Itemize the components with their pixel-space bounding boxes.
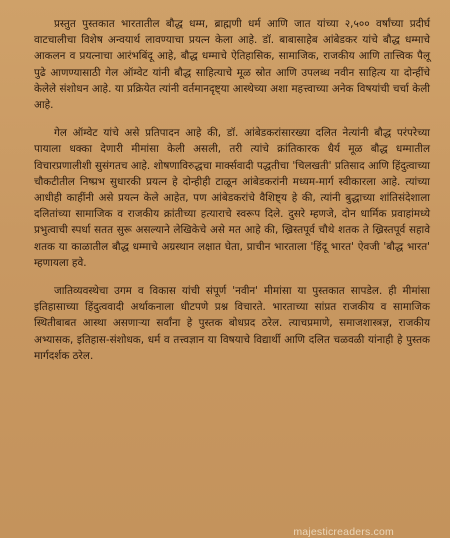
site-watermark: majesticreaders.com bbox=[293, 526, 394, 538]
blurb-paragraph-2: गेल ऑम्वेट यांचे असे प्रतिपादन आहे की, डॉ. आंबेडकरांसारख्या दलित नेत्यांनी बौद्ध परंपरेच्या पायाला धक्का देणारी मीमांसा केली असली, तरी त्यांचे क्रांतिकारक धैर्य मूळ बौद्ध धम्मातील विचारप्रणालीशी सुसंगतच आहे. शोषणाविरुद्धचा मार्क्सवादी पद्धतीचा 'चिलखती' प्रतिसाद आणि हिंदुत्वाच्या चौकटीतील निष्प्रभ सुधारकी प्रयत्न हे दोन्हीही टाळून आंबेडकरांनी मध्यम-मार्ग स्वीकारला आहे. त्यांच्या आधीही काहींनी असे प्रयत्न केले आहेत, पण आंबेडकरांचे वैशिष्ट्य हे की, त्यांनी बुद्धाच्या शांतिसंदेशाला दलितांच्या सामाजिक व राजकीय क्रांतीच्या हत्याराचे स्वरूप दिले. दुसरे म्हणजे, दोन धार्मिक प्रवाहांमध्ये प्रभुत्वाची स्पर्धा सतत सुरू असल्याने लेखिकेचे असे मत आहे की, ख्रिस्तपूर्व चौथे शतक ते ख्रिस्तपूर्व सहावे शतक या काळातील बौद्ध धम्माचे अग्रस्थान लक्षात घेता, प्राचीन भारताला 'हिंदू भारत' ऐवजी 'बौद्ध भारत' म्हणायला हवे. bbox=[34, 127, 430, 269]
blurb-paragraph-1: प्रस्तुत पुस्तकात भारतातील बौद्ध धम्म, ब्राह्मणी धर्म आणि जात यांच्या २,५०० वर्षांच्या प्रदीर्घ वाटचालीचा विशेष अन्वयार्थ लावण्याचा प्रयत्न केला आहे. डॉ. बाबासाहेब आंबेडकर यांचे बौद्ध धम्माचे आकलन व प्रयत्नाचा आरंभबिंदू आहे, बौद्ध धम्माचे ऐतिहासिक, सामाजिक, राजकीय आणि तात्त्विक पैलू पुढे आणण्यासाठी गेल ऑम्वेट यांनी बौद्ध साहित्याचे मूळ स्रोत आणि उपलब्ध नवीन साहित्य या दोन्हींचे केलेले संशोधन आहे. या प्रक्रियेत त्यांनी वर्तमानदृष्ट्या आस्थेच्या अशा महत्त्वाच्या अनेक विषयांची चर्चा केली आहे. bbox=[34, 18, 430, 112]
blurb-text-block bbox=[34, 16, 430, 364]
blurb-paragraph-3: जातिव्यवस्थेचा उगम व विकास यांची संपूर्ण 'नवीन' मीमांसा या पुस्तकात सापडेल. ही मीमांसा इतिहासाच्या हिंदुत्ववादी अर्थाकनाला धीटपणे प्रश्न विचारते. भारताच्या सांप्रत राजकीय व सामाजिक स्थितीबाबत आस्था असणाऱ्या सर्वांना हे पुस्तक बोधप्रद ठरेल. त्याचप्रमाणे, समाजशास्त्रज्ञ, राजकीय अभ्यासक, इतिहास-संशोधक, धर्म व तत्त्वज्ञान या विषयाचे विद्यार्थी आणि दलित चळवळी यांनाही हे पुस्तक मार्गदर्शक ठरेल. bbox=[34, 285, 430, 362]
